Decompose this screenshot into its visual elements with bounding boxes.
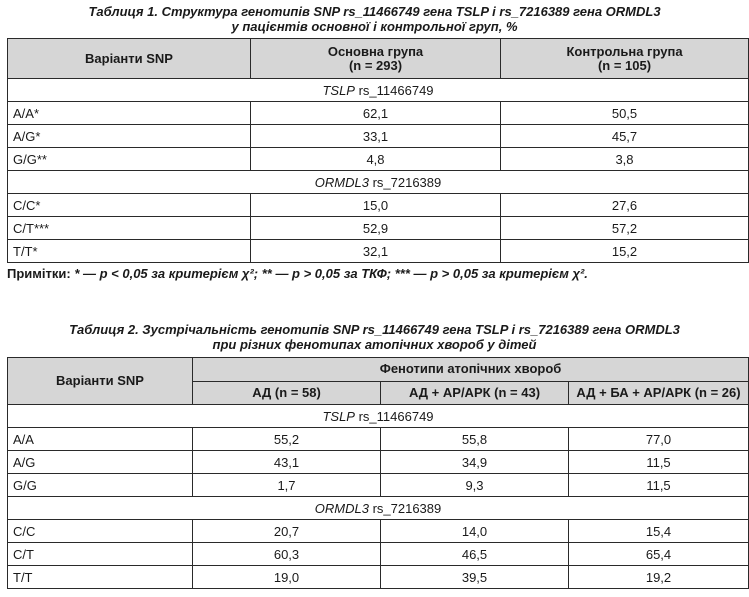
value-cell: 43,1 xyxy=(193,451,381,474)
value-cell: 55,8 xyxy=(381,428,569,451)
table-row xyxy=(8,240,749,263)
main-value-cell: 62,1 xyxy=(251,102,501,125)
gene-name: TSLP xyxy=(322,408,355,424)
main-value-cell: 33,1 xyxy=(251,125,501,148)
value-cell: 55,2 xyxy=(193,428,381,451)
table1-caption-line2: у пацієнтів основної і контрольної груп, % xyxy=(231,19,518,34)
table2-header-col1: АД (n = 58) xyxy=(193,381,381,405)
table1-header-control-n: (n = 105) xyxy=(597,57,652,73)
snp-id: rs_11466749 xyxy=(354,82,434,98)
value-cell: 20,7 xyxy=(193,520,381,543)
value-cell: 11,5 xyxy=(569,451,749,474)
table-row xyxy=(8,102,749,125)
table-row xyxy=(8,474,749,497)
table1-header-control-label: Контрольна група xyxy=(566,43,683,59)
variant-cell: C/C* xyxy=(8,194,251,217)
value-cell: 9,3 xyxy=(381,474,569,497)
value-cell: 46,5 xyxy=(381,543,569,566)
value-cell: 19,0 xyxy=(193,566,381,589)
table1-header-main-label: Основна група xyxy=(327,43,424,59)
table-row xyxy=(8,125,749,148)
value-cell: 60,3 xyxy=(193,543,381,566)
table2 xyxy=(7,357,749,589)
table-row xyxy=(8,543,749,566)
table-row xyxy=(8,148,749,171)
table-row xyxy=(8,566,749,589)
table1-notes xyxy=(7,266,748,281)
main-value-cell: 32,1 xyxy=(251,240,501,263)
table2-group-tslp xyxy=(8,405,749,428)
control-value-cell: 27,6 xyxy=(501,194,749,217)
value-cell: 11,5 xyxy=(569,474,749,497)
variant-cell: C/T*** xyxy=(8,217,251,240)
table2-header-variants: Варіанти SNP xyxy=(8,358,193,405)
value-cell: 19,2 xyxy=(569,566,749,589)
variant-cell: A/G xyxy=(8,451,193,474)
table1-header-main-n: (n = 293) xyxy=(348,57,403,73)
table-row xyxy=(8,428,749,451)
gene-name: ORMDL3 xyxy=(314,500,369,516)
table1-header-main xyxy=(251,39,501,79)
variant-cell: G/G xyxy=(8,474,193,497)
main-value-cell: 52,9 xyxy=(251,217,501,240)
variant-cell: T/T* xyxy=(8,240,251,263)
value-cell: 77,0 xyxy=(569,428,749,451)
control-value-cell: 45,7 xyxy=(501,125,749,148)
table2-header-col3: АД + БА + АР/АРК (n = 26) xyxy=(569,381,749,405)
table1-group-ormdl3 xyxy=(8,171,749,194)
control-value-cell: 15,2 xyxy=(501,240,749,263)
variant-cell: C/T xyxy=(8,543,193,566)
snp-id: rs_7216389 xyxy=(368,174,442,190)
variant-cell: A/A* xyxy=(8,102,251,125)
table1-caption-line1: Таблиця 1. Структура генотипів SNP rs_11466749 гена TSLP і rs_7216389 гена ORMDL3 xyxy=(88,4,661,19)
value-cell: 15,4 xyxy=(569,520,749,543)
table-row xyxy=(8,217,749,240)
control-value-cell: 3,8 xyxy=(501,148,749,171)
table-row xyxy=(8,520,749,543)
value-cell: 34,9 xyxy=(381,451,569,474)
table1-group-tslp xyxy=(8,79,749,102)
snp-id: rs_7216389 xyxy=(368,500,442,516)
notes-label: Примітки: xyxy=(7,266,71,281)
control-value-cell: 50,5 xyxy=(501,102,749,125)
variant-cell: A/G* xyxy=(8,125,251,148)
control-value-cell: 57,2 xyxy=(501,217,749,240)
main-value-cell: 15,0 xyxy=(251,194,501,217)
table1-header-variants: Варіанти SNP xyxy=(8,39,251,79)
variant-cell: G/G** xyxy=(8,148,251,171)
value-cell: 65,4 xyxy=(569,543,749,566)
table2-group-ormdl3 xyxy=(8,497,749,520)
value-cell: 1,7 xyxy=(193,474,381,497)
variant-cell: C/C xyxy=(8,520,193,543)
notes-text: * — p < 0,05 за критерієм χ²; ** — p > 0,05 за ТКФ; *** — p > 0,05 за критерієм χ². xyxy=(70,266,588,281)
table-row xyxy=(8,451,749,474)
variant-cell: T/T xyxy=(8,566,193,589)
main-value-cell: 4,8 xyxy=(251,148,501,171)
table2-caption-line1: Таблиця 2. Зустрічальність генотипів SNP rs_11466749 гена TSLP і rs_7216389 гена ORMDL3 xyxy=(69,322,680,337)
table-row xyxy=(8,194,749,217)
value-cell: 14,0 xyxy=(381,520,569,543)
variant-cell: A/A xyxy=(8,428,193,451)
table2-caption-line2: при різних фенотипах атопічних хвороб у дітей xyxy=(212,337,537,352)
table1 xyxy=(7,38,749,263)
value-cell: 39,5 xyxy=(381,566,569,589)
gene-name: TSLP xyxy=(322,82,355,98)
table1-header-control xyxy=(501,39,749,79)
gene-name: ORMDL3 xyxy=(314,174,369,190)
snp-id: rs_11466749 xyxy=(354,408,434,424)
table2-header-phenotypes: Фенотипи атопічних хвороб xyxy=(193,358,749,382)
table2-header-col2: АД + АР/АРК (n = 43) xyxy=(381,381,569,405)
